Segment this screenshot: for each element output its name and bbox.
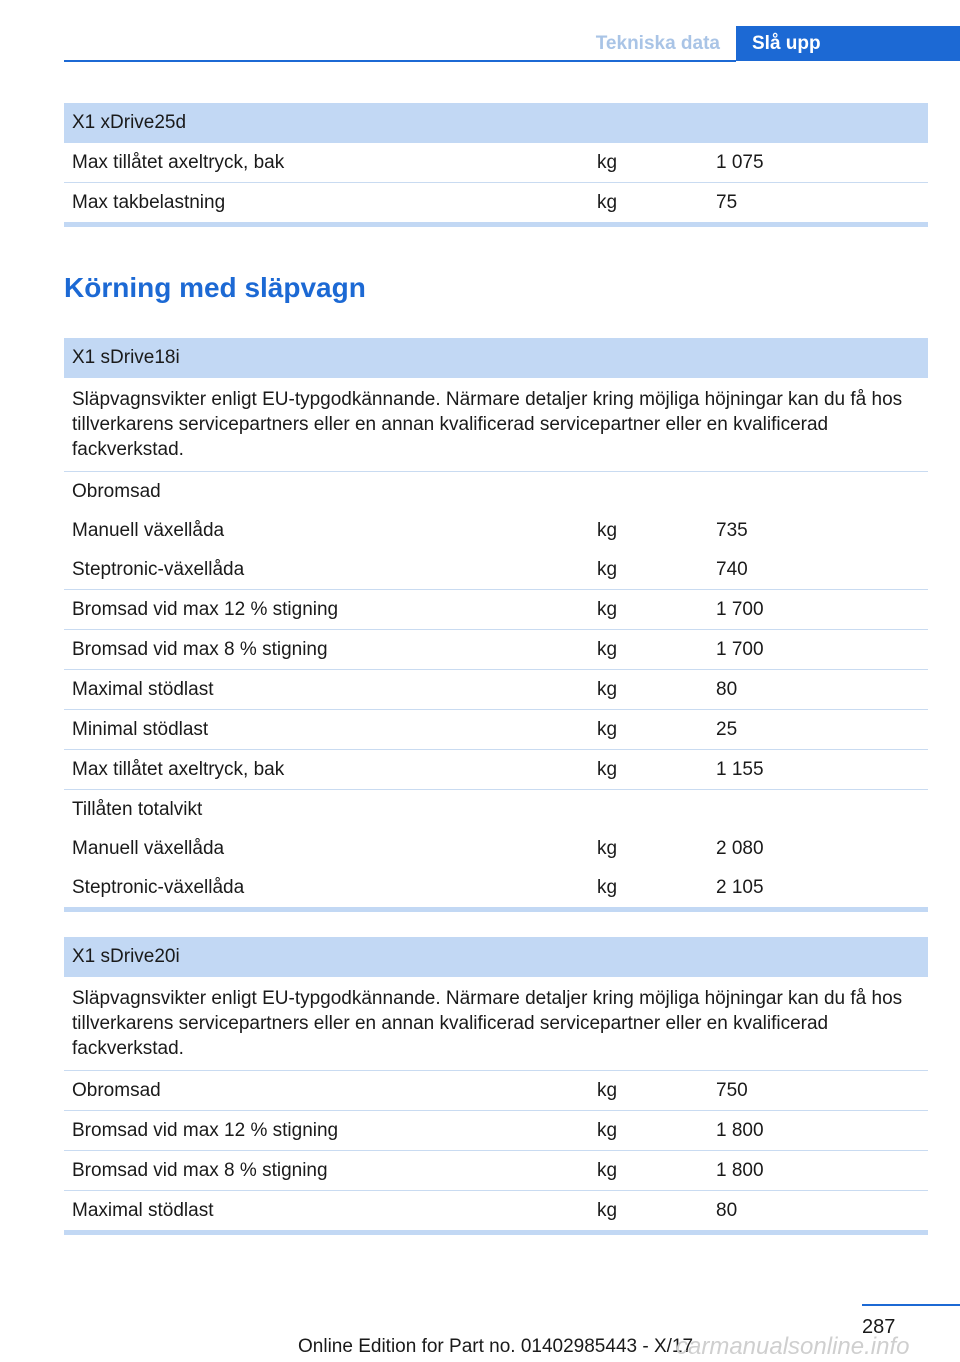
row-label: Bromsad vid max 12 % stigning — [64, 1111, 589, 1151]
table-row — [64, 511, 928, 550]
row-unit: kg — [589, 710, 708, 750]
header-divider — [64, 60, 736, 62]
table-description: Släpvagnsvikter enligt EU-typgodkännande. Närmare detaljer kring möjliga höjningar kan du få hos tillverkarens servicepartners eller en annan kvalificerad servicepartner eller en kvalificerad fackverkstad. — [64, 378, 928, 472]
row-label: Max tillåtet axeltryck, bak — [64, 143, 589, 183]
row-value: 1 155 — [708, 750, 928, 790]
row-unit: kg — [589, 750, 708, 790]
table-row — [64, 710, 928, 750]
row-label: Obromsad — [64, 1071, 589, 1111]
spec-table-sdrive18i — [64, 338, 928, 912]
table-row — [64, 550, 928, 590]
row-value: 25 — [708, 710, 928, 750]
row-value: 740 — [708, 550, 928, 590]
row-unit: kg — [589, 143, 708, 183]
table-row — [64, 670, 928, 710]
row-value: 735 — [716, 519, 748, 541]
row-value: 80 — [708, 1191, 928, 1233]
table-title: X1 sDrive18i — [64, 338, 928, 378]
header-section-label[interactable]: Tekniska data — [595, 33, 720, 54]
row-value: 75 — [708, 183, 928, 225]
row-label: Bromsad vid max 12 % stigning — [64, 590, 589, 630]
table-title: X1 sDrive20i — [64, 937, 928, 977]
table-row — [64, 630, 928, 670]
footer-edition: Online Edition for Part no. 01402985443 - X/17 — [298, 1336, 694, 1357]
table-row — [64, 183, 928, 225]
row-unit: kg — [589, 183, 708, 225]
table-row — [64, 1111, 928, 1151]
row-group-label: Tillåten totalvikt — [72, 798, 203, 820]
row-label: Max tillåtet axeltryck, bak — [64, 750, 589, 790]
spec-table-xdrive25d — [64, 103, 928, 227]
table-row — [64, 750, 928, 790]
table-row — [64, 868, 928, 910]
row-unit: kg — [597, 837, 618, 859]
row-unit: kg — [589, 670, 708, 710]
table-title: X1 xDrive25d — [64, 103, 928, 143]
row-value: 750 — [708, 1071, 928, 1111]
row-unit: kg — [589, 868, 708, 910]
row-label: Bromsad vid max 8 % stigning — [64, 1151, 589, 1191]
table-header-row — [64, 103, 928, 143]
page-header — [0, 26, 960, 62]
row-value: 1 700 — [708, 630, 928, 670]
row-value: 80 — [708, 670, 928, 710]
table-row — [64, 1151, 928, 1191]
row-label: Maximal stödlast — [64, 670, 589, 710]
row-unit: kg — [589, 1191, 708, 1233]
row-unit: kg — [589, 1151, 708, 1191]
table-row — [64, 472, 928, 512]
table-row — [64, 829, 928, 868]
footer-divider — [862, 1304, 960, 1306]
row-label: Manuell växellåda — [72, 837, 225, 859]
row-label: Minimal stödlast — [64, 710, 589, 750]
row-label: Max takbelastning — [64, 183, 589, 225]
watermark: carmanualsonline.info — [676, 1333, 910, 1360]
table-row — [64, 143, 928, 183]
page-number: 287 — [862, 1316, 896, 1338]
row-unit: kg — [589, 630, 708, 670]
spec-table-sdrive20i — [64, 937, 928, 1235]
row-unit: kg — [589, 590, 708, 630]
table-row — [64, 1191, 928, 1233]
table-row — [64, 790, 928, 830]
row-label: Steptronic-växellåda — [64, 550, 589, 590]
row-value: 2 080 — [716, 837, 764, 859]
row-label: Manuell växellåda — [72, 519, 225, 541]
row-unit: kg — [597, 519, 618, 541]
table-header-row — [64, 937, 928, 977]
table-description-row — [64, 378, 928, 472]
table-description: Släpvagnsvikter enligt EU-typgodkännande. Närmare detaljer kring möjliga höjningar kan du få hos tillverkarens servicepartners eller en annan kvalificerad servicepartner eller en kvalificerad fackverkstad. — [64, 977, 928, 1071]
row-unit: kg — [589, 1111, 708, 1151]
row-value: 2 105 — [708, 868, 928, 910]
row-value: 1 800 — [708, 1151, 928, 1191]
table-header-row — [64, 338, 928, 378]
table-row — [64, 1071, 928, 1111]
row-unit: kg — [589, 550, 708, 590]
row-label: Maximal stödlast — [64, 1191, 589, 1233]
table-description-row — [64, 977, 928, 1071]
row-value: 1 700 — [708, 590, 928, 630]
row-label: Bromsad vid max 8 % stigning — [64, 630, 589, 670]
row-group-label: Obromsad — [72, 480, 161, 502]
table-row — [64, 590, 928, 630]
row-unit: kg — [589, 1071, 708, 1111]
row-label: Steptronic-växellåda — [64, 868, 589, 910]
header-tab-active[interactable]: Slå upp — [736, 26, 960, 61]
section-heading: Körning med släpvagn — [64, 272, 366, 303]
row-value: 1 800 — [708, 1111, 928, 1151]
row-value: 1 075 — [708, 143, 928, 183]
